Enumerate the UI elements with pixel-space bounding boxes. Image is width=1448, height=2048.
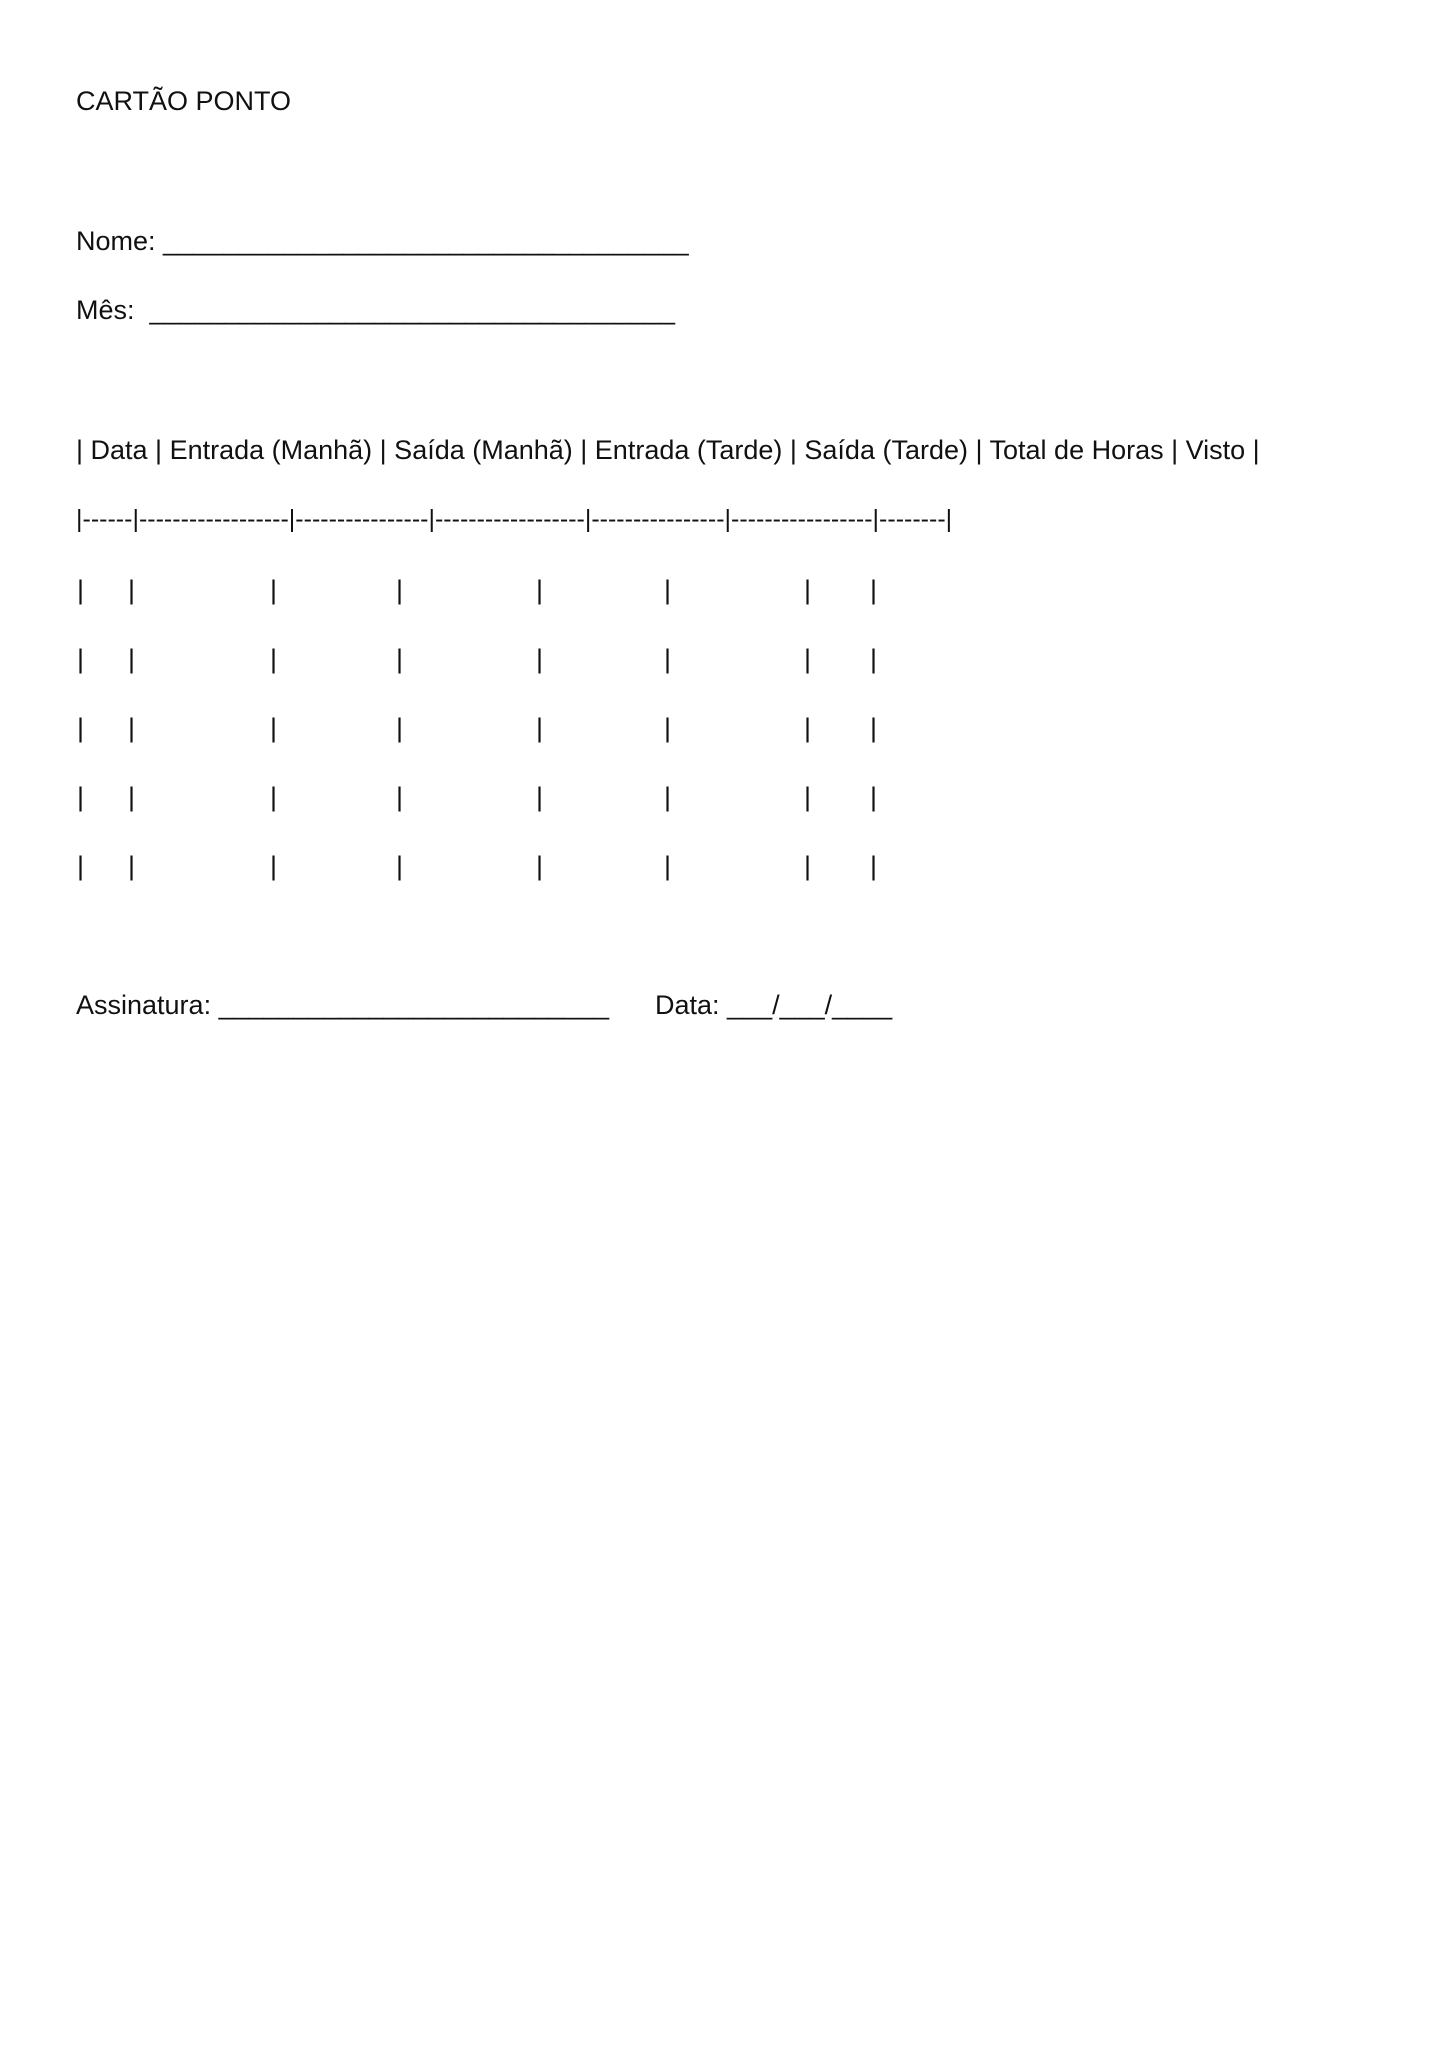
table-cell-separator: | — [804, 851, 812, 881]
table-cell-separator: | — [270, 644, 278, 674]
table-cell-separator: | — [536, 575, 544, 605]
name-field: Nome: ___________________________________ — [76, 226, 689, 256]
table-cell-separator: | — [77, 644, 85, 674]
month-field: Mês: ___________________________________ — [76, 295, 676, 325]
table-cell-separator: | — [128, 575, 136, 605]
table-cell-separator: | — [270, 575, 278, 605]
table-cell-separator: | — [664, 851, 672, 881]
table-cell-separator: | — [870, 713, 878, 743]
table-cell-separator: | — [536, 782, 544, 812]
document-title: CARTÃO PONTO — [76, 86, 292, 116]
table-cell-separator: | — [396, 644, 404, 674]
table-cell-separator: | — [664, 644, 672, 674]
table-cell-separator: | — [536, 713, 544, 743]
table-cell-separator: | — [804, 644, 812, 674]
table-cell-separator: | — [77, 851, 85, 881]
table-cell-separator: | — [536, 644, 544, 674]
signature-field: Assinatura: __________________________ — [76, 990, 609, 1020]
table-cell-separator: | — [270, 782, 278, 812]
table-cell-separator: | — [77, 575, 85, 605]
table-cell-separator: | — [870, 644, 878, 674]
table-cell-separator: | — [77, 782, 85, 812]
date-field: Data: ___/___/____ — [655, 990, 893, 1020]
table-cell-separator: | — [870, 782, 878, 812]
table-cell-separator: | — [128, 851, 136, 881]
table-cell-separator: | — [396, 782, 404, 812]
table-cell-separator: | — [664, 575, 672, 605]
table-cell-separator: | — [804, 782, 812, 812]
table-cell-separator: | — [396, 575, 404, 605]
table-cell-separator: | — [270, 713, 278, 743]
table-divider: |------|------------------|----------------|------------------|----------------|-----------------|--------| — [76, 505, 953, 533]
table-cell-separator: | — [77, 713, 85, 743]
table-cell-separator: | — [804, 575, 812, 605]
table-row — [0, 853, 1448, 883]
table-row — [0, 784, 1448, 814]
table-cell-separator: | — [270, 851, 278, 881]
table-cell-separator: | — [128, 782, 136, 812]
table-header: | Data | Entrada (Manhã) | Saída (Manhã) | Entrada (Tarde) | Saída (Tarde) | Total de Horas | Visto | — [76, 435, 1260, 465]
table-cell-separator: | — [396, 713, 404, 743]
table-row — [0, 577, 1448, 607]
table-row — [0, 646, 1448, 676]
table-cell-separator: | — [870, 575, 878, 605]
table-cell-separator: | — [536, 851, 544, 881]
table-cell-separator: | — [664, 782, 672, 812]
table-row — [0, 715, 1448, 745]
table-cell-separator: | — [128, 644, 136, 674]
table-cell-separator: | — [664, 713, 672, 743]
table-cell-separator: | — [128, 713, 136, 743]
table-cell-separator: | — [870, 851, 878, 881]
table-cell-separator: | — [804, 713, 812, 743]
table-cell-separator: | — [396, 851, 404, 881]
